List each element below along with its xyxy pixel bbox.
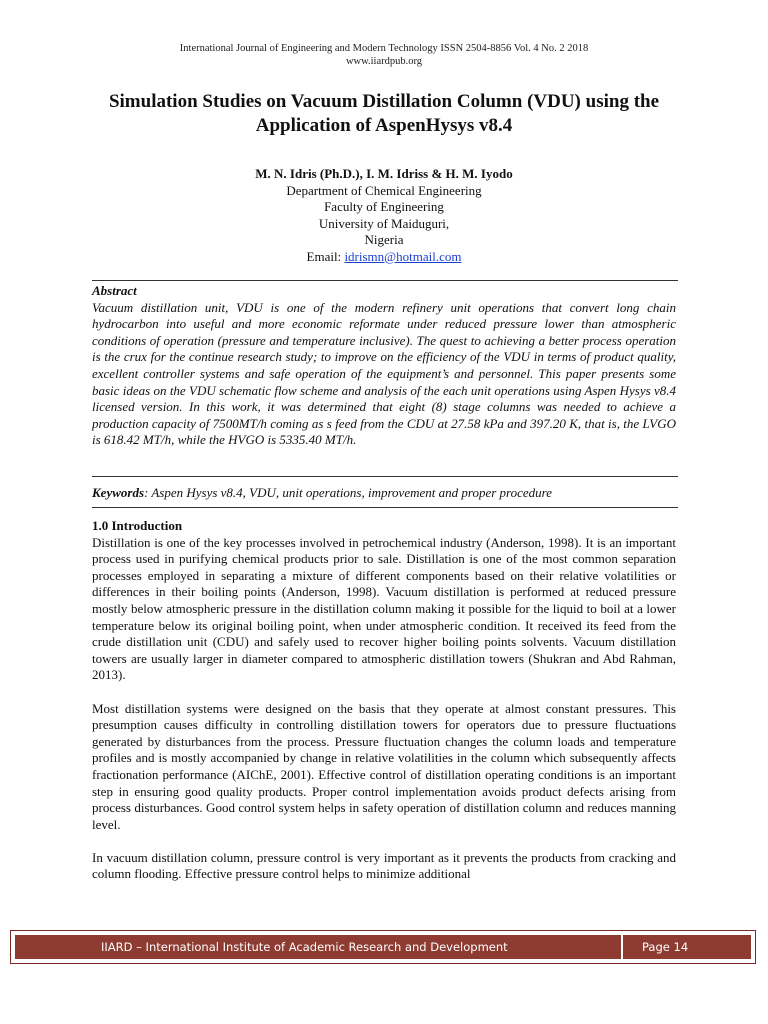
university: University of Maiduguri, <box>318 215 450 231</box>
abstract-text: Vacuum distillation unit, VDU is one of the modern refinery unit operations that convert long chain hydrocarbon into useful and more economic reformate under reduced pressure lower than atmospheric conditions of operation (pressure and temperature inclusive). The quest to achieving a better process operation is the crux for the continue research study; to improve on the efficiency of the VDU in terms of product quality, excellent controller systems and safe operation of the equipment’s and personnel. This paper presents some basic ideas on the VDU schematic flow scheme and analysis of the each unit operations using Aspen Hysys v8.4 licensed version. In this work, it was determined that eight (8) stage columns was needed to achieve a production capacity of 7500MT/h coming as s feed from the CDU at 27.58 kPa and 397.20 K, that is, the LVGO is 618.42 MT/h, while the HVGO is 5335.40 MT/h. <box>92 299 676 448</box>
author-list: M. N. Idris (Ph.D.), I. M. Idriss & H. M. Iyodo <box>255 166 513 181</box>
intro-paragraph-1: Distillation is one of the key processes involved in petrochemical industry (Anderson, 1998). It is an important process used in purifying chemical products prior to sale. Distillation is one of the most common separation processes employed in separating a mixture of different components based on their relative volatilities or differences in their boiling points (Anderson, 1998). Vacuum distillation is performed at reduced pressure mostly below atmospheric pressure in the distillation column making it possible for the liquid to boil at a lower temperature below its original boiling point, when under atmospheric condition. It received its feed from the crude distillation unit (CDU) and safely used to recover higher boiling points solvents. Vacuum distillation towers are usually larger in diameter compared to atmospheric distillation towers (Shukran and Abd Rahman, 2013). <box>92 534 676 683</box>
keywords-bottom-rule <box>92 507 678 508</box>
page-number: Page 14 <box>642 940 689 954</box>
keywords-text: : Aspen Hysys v8.4, VDU, unit operations, improvement and proper procedure <box>144 485 552 500</box>
introduction-heading: 1.0 Introduction <box>92 518 183 533</box>
journal-website: www.iiardpub.org <box>345 56 423 67</box>
email-line <box>0 249 768 266</box>
footer-divider <box>621 935 623 959</box>
abstract-bottom-rule <box>92 476 678 477</box>
abstract-heading: Abstract <box>92 283 137 298</box>
department: Department of Chemical Engineering <box>286 182 482 198</box>
country: Nigeria <box>364 232 404 247</box>
keywords-label: Keywords <box>92 485 144 500</box>
intro-paragraph-3: In vacuum distillation column, pressure control is very important as it prevents the products from cracking and column flooding. Effective pressure control helps to minimize additional <box>92 849 676 882</box>
footer-publisher: IIARD – International Institute of Academic Research and Development <box>101 940 508 954</box>
author-affiliation-block <box>0 166 768 265</box>
email-link[interactable]: idrismn@hotmail.com <box>344 248 462 264</box>
footer-bar <box>15 935 751 959</box>
faculty: Faculty of Engineering <box>324 199 444 214</box>
email-label: Email: <box>306 248 345 264</box>
keywords-line <box>92 485 676 501</box>
journal-header <box>0 42 768 68</box>
abstract-section <box>92 283 676 449</box>
paper-title: Simulation Studies on Vacuum Distillation Column (VDU) using the Application of AspenHysys v8.4 <box>108 91 660 136</box>
abstract-top-rule <box>92 280 678 281</box>
journal-citation: International Journal of Engineering and Modern Technology ISSN 2504-8856 Vol. 4 No. 2 2018 <box>179 43 589 54</box>
intro-paragraph-2: Most distillation systems were designed on the basis that they operate at almost constant pressures. This presumption causes difficulty in controlling distillation towers for operators due to pressure fluctuations generated by disturbances from the process. Pressure fluctuation changes the column loads and temperature profiles and is mostly accompanied by change in relative volatilities in the column which subsequently affects fractionation performance (AIChE, 2001). Effective control of distillation operating conditions is an important step in ensuring good quality products. Proper control implementation avoids product defects arising from process disturbances. Good control system helps in safety operation of distillation column and reduces manning level. <box>92 700 676 832</box>
introduction-section <box>92 518 676 900</box>
